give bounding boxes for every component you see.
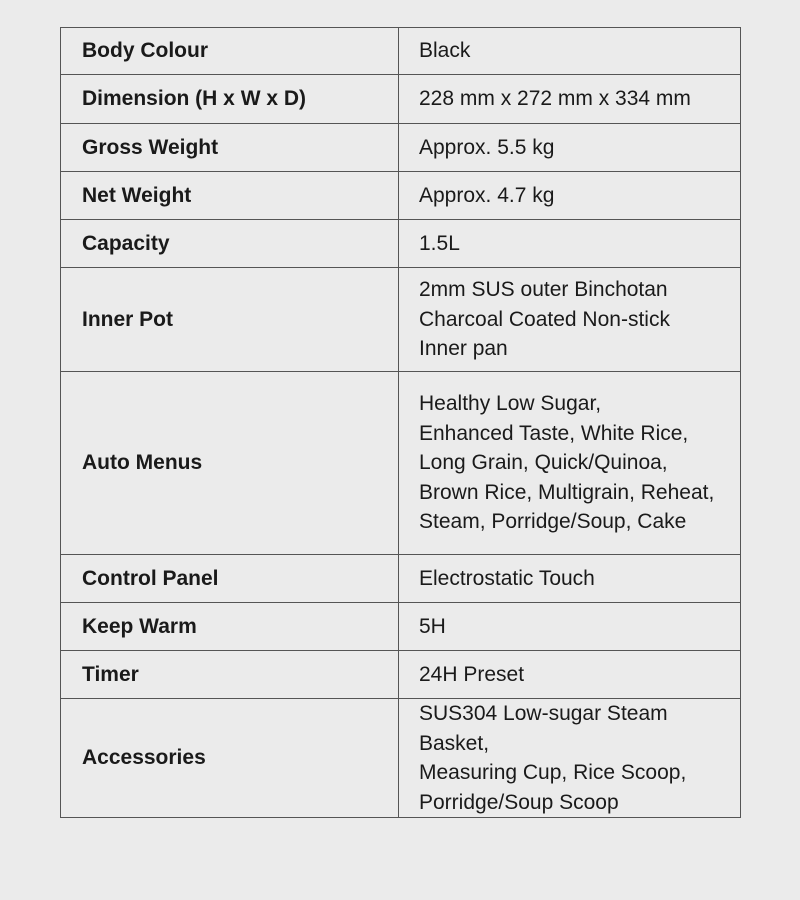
spec-label: Inner Pot	[61, 268, 399, 372]
spec-value	[399, 220, 741, 268]
spec-value-line: 24H Preset	[419, 662, 525, 686]
spec-value-line: Brown Rice, Multigrain, Reheat,	[419, 480, 715, 504]
spec-row	[61, 699, 741, 818]
spec-label: Capacity	[61, 220, 399, 268]
spec-row	[61, 124, 741, 172]
spec-value-line: Black	[419, 39, 471, 63]
spec-row	[61, 651, 741, 699]
spec-value-line: Healthy Low Sugar,	[419, 392, 602, 416]
spec-value-line: 1.5L	[419, 231, 460, 255]
spec-label: Timer	[61, 651, 399, 699]
spec-value-line: Electrostatic Touch	[419, 566, 595, 590]
spec-value	[399, 699, 741, 818]
spec-label: Keep Warm	[61, 603, 399, 651]
spec-row	[61, 603, 741, 651]
spec-value-line: Long Grain, Quick/Quinoa,	[419, 451, 668, 475]
spec-value	[399, 603, 741, 651]
spec-label: Control Panel	[61, 555, 399, 603]
spec-row	[61, 372, 741, 555]
spec-row	[61, 268, 741, 372]
spec-label: Auto Menus	[61, 372, 399, 555]
spec-value	[399, 372, 741, 555]
spec-value-line: 228 mm x 272 mm x 334 mm	[419, 87, 691, 111]
spec-row	[61, 172, 741, 220]
spec-value	[399, 28, 741, 75]
spec-value-line: 2mm SUS outer Binchotan	[419, 278, 668, 302]
spec-value	[399, 555, 741, 603]
spec-value	[399, 172, 741, 220]
spec-value	[399, 124, 741, 172]
spec-label: Body Colour	[61, 28, 399, 75]
specifications-table-body	[61, 28, 741, 818]
specifications-table	[60, 27, 741, 818]
spec-value-line: Charcoal Coated Non-stick	[419, 307, 670, 331]
spec-value-line: Inner pan	[419, 337, 508, 361]
spec-row	[61, 75, 741, 124]
spec-label: Dimension (H x W x D)	[61, 75, 399, 124]
spec-value-line: SUS304 Low-sugar Steam Basket,	[419, 702, 668, 755]
spec-label: Net Weight	[61, 172, 399, 220]
spec-value	[399, 268, 741, 372]
spec-value-line: 5H	[419, 614, 446, 638]
spec-label: Gross Weight	[61, 124, 399, 172]
spec-row	[61, 28, 741, 75]
spec-value-line: Steam, Porridge/Soup, Cake	[419, 510, 687, 534]
spec-row	[61, 220, 741, 268]
spec-value-line: Approx. 4.7 kg	[419, 183, 555, 207]
spec-value-line: Enhanced Taste, White Rice,	[419, 421, 689, 445]
spec-label: Accessories	[61, 699, 399, 818]
spec-value-line: Approx. 5.5 kg	[419, 135, 555, 159]
spec-value-line: Measuring Cup, Rice Scoop,	[419, 761, 687, 784]
spec-value	[399, 75, 741, 124]
spec-row	[61, 555, 741, 603]
spec-value-line: Porridge/Soup Scoop	[419, 790, 619, 814]
spec-value	[399, 651, 741, 699]
